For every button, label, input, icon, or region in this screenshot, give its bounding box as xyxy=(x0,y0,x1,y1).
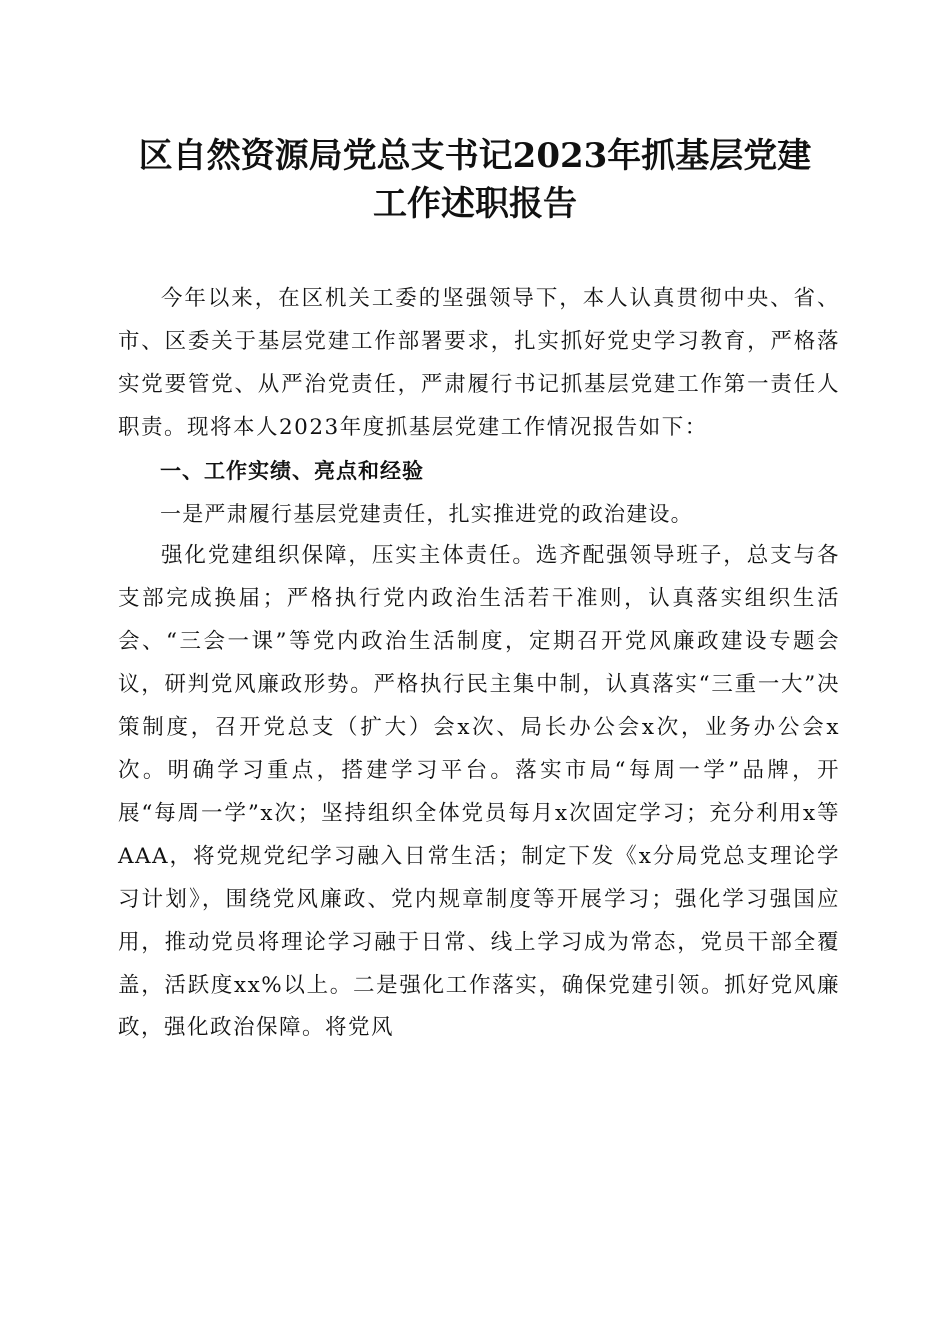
title-line-1: 区自然资源局党总支书记2023年抓基层党建 xyxy=(138,136,812,176)
title-line-2: 工作述职报告 xyxy=(373,184,577,224)
subsection-heading: 一是严肃履行基层党建责任，扎实推进党的政治建设。 xyxy=(160,501,693,526)
document-title xyxy=(100,132,850,228)
body-paragraph: 强化党建组织保障，压实主体责任。选齐配强领导班子，总支与各支部完成换届；严格执行党内政治生活若干准则，认真落实组织生活会、“三会一课”等党内政治生活制度，定期召开党风廉政建设专题会议，研判党风廉政形势。严格执行民主集中制，认真落实“三重一大”决策制度，召开党总支（扩大）会x次、局长办公会x次，业务办公会x次。明确学习重点，搭建学习平台。落实市局“每周一学”品牌，开展“每周一学”x次；坚持组织全体党员每月x次固定学习；充分利用x等AAA，将党规党纪学习融入日常生活；制定下发《x分局党总支理论学习计划》，围绕党风廉政、党内规章制度等开展学习；强化学习强国应用，推动党员将理论学习融于日常、线上学习成为常态，党员干部全覆盖，活跃度xx%以上。二是强化工作落实，确保党建引领。抓好党风廉政，强化政治保障。将党风 xyxy=(118,543,840,1041)
document-body xyxy=(118,278,840,1050)
section-heading: 一、工作实绩、亮点和经验 xyxy=(160,458,424,483)
intro-paragraph: 今年以来，在区机关工委的坚强领导下，本人认真贯彻中央、省、市、区委关于基层党建工作部署要求，扎实抓好党史学习教育，严格落实党要管党、从严治党责任，严肃履行书记抓基层党建工作第一责任人职责。现将本人2023年度抓基层党建工作情况报告如下： xyxy=(118,286,840,440)
